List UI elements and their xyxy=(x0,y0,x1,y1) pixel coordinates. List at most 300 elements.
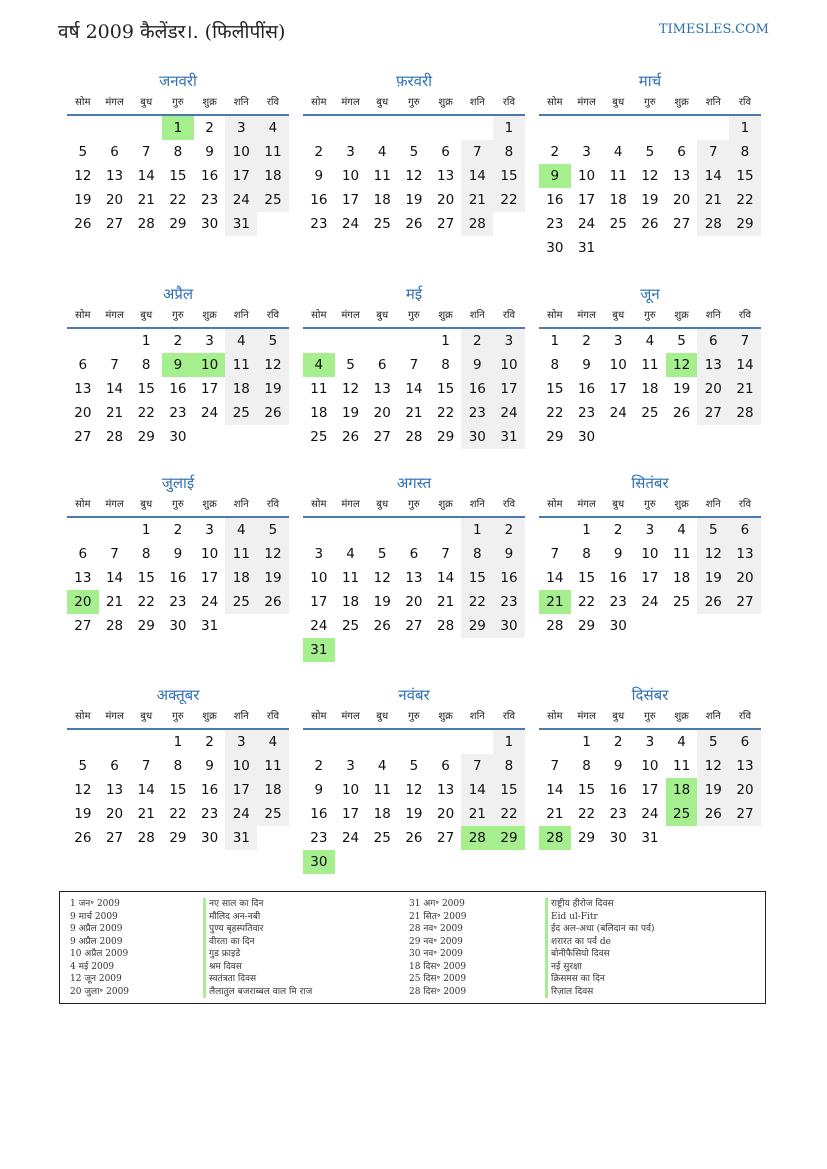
weekday-label: गुरु xyxy=(408,499,420,510)
day-cell: 1 xyxy=(173,734,183,750)
holiday-date: 9 मार्च 2009 xyxy=(70,911,118,922)
weekday-label: शुक्र xyxy=(202,310,217,321)
day-cell: 8 xyxy=(582,758,591,774)
empty-cell xyxy=(130,116,162,140)
day-grid xyxy=(539,329,761,449)
weekday-label: सोम xyxy=(75,499,91,510)
empty-cell xyxy=(430,518,462,542)
day-cell: 26 xyxy=(74,216,92,232)
holiday-date: 18 दिस॰ 2009 xyxy=(409,961,467,972)
holiday-date: 29 नव॰ 2009 xyxy=(409,936,463,947)
holiday-date: 21 सित॰ 2009 xyxy=(409,911,467,922)
day-cell: 25 xyxy=(310,429,328,445)
weekday-label: सोम xyxy=(547,711,563,722)
weekday-label: रवि xyxy=(266,711,280,722)
holiday-date: 1 जन॰ 2009 xyxy=(70,899,120,909)
weekday-label: मंगल xyxy=(105,711,124,722)
day-cell: 15 xyxy=(577,782,596,798)
day-cell: 16 xyxy=(169,381,187,397)
month-title: अक्तूबर xyxy=(156,686,200,704)
month-block xyxy=(67,472,289,638)
day-cell: 1 xyxy=(729,116,761,140)
day-cell: 10 xyxy=(577,168,596,184)
day-cell: 20 xyxy=(74,405,92,421)
day-cell: 11 xyxy=(673,546,691,562)
weekday-label: मंगल xyxy=(577,499,596,510)
weekday-label: शनि xyxy=(233,97,249,108)
day-cell: 24 xyxy=(577,216,596,232)
day-cell: 27 xyxy=(673,216,691,232)
day-cell: 5 xyxy=(697,730,729,754)
day-cell: 26 xyxy=(341,429,360,445)
day-cell: 20 xyxy=(373,405,391,421)
day-cell: 13 xyxy=(673,168,691,184)
day-cell: 29 xyxy=(137,429,155,445)
weekday-label: शनि xyxy=(469,499,485,510)
holiday-dates-col-2 xyxy=(409,898,466,998)
weekday-label: गुरु xyxy=(172,711,184,722)
day-cell: 16 xyxy=(546,192,564,208)
day-cell: 5 xyxy=(78,144,88,160)
day-cell: 5 xyxy=(78,758,88,774)
day-cell: 14 xyxy=(546,782,564,798)
day-cell: 28 xyxy=(105,618,124,634)
day-cell: 23 xyxy=(577,405,596,421)
day-cell: 23 xyxy=(461,401,493,425)
day-cell: 13 xyxy=(729,542,761,566)
day-grid xyxy=(67,116,289,236)
weekday-label: सोम xyxy=(311,310,327,321)
weekday-label: बुध xyxy=(376,310,389,321)
weekday-label: बुध xyxy=(376,97,389,108)
empty-cell xyxy=(539,730,571,754)
day-cell: 2 xyxy=(173,333,183,349)
holiday-day-cell: 4 xyxy=(303,353,335,377)
holiday-name: नए साल का दिन xyxy=(203,898,312,911)
day-cell: 2 xyxy=(613,734,623,750)
day-cell: 11 xyxy=(641,357,659,373)
day-cell: 15 xyxy=(437,381,455,397)
day-cell: 7 xyxy=(550,758,560,774)
weekday-label: शनि xyxy=(233,310,249,321)
day-cell: 17 xyxy=(225,164,257,188)
day-cell: 24 xyxy=(201,594,219,610)
day-cell: 4 xyxy=(346,546,355,562)
day-cell: 12 xyxy=(74,782,92,798)
day-grid xyxy=(303,518,525,662)
day-cell: 4 xyxy=(677,522,686,538)
day-cell: 31 xyxy=(493,425,525,449)
weekday-label: गुरु xyxy=(408,97,420,108)
day-cell: 23 xyxy=(169,594,187,610)
day-cell: 25 xyxy=(373,216,391,232)
day-cell: 6 xyxy=(409,546,419,562)
day-cell: 19 xyxy=(673,381,691,397)
day-cell: 18 xyxy=(225,566,257,590)
weekday-label: सोम xyxy=(311,711,327,722)
day-cell: 15 xyxy=(493,778,525,802)
day-cell: 7 xyxy=(697,140,729,164)
day-cell: 19 xyxy=(373,594,391,610)
day-cell: 22 xyxy=(137,594,155,610)
holiday-name: रिज़ाल दिवस xyxy=(545,986,654,999)
day-cell: 27 xyxy=(105,216,124,232)
month-title: मई xyxy=(405,285,423,303)
empty-cell xyxy=(99,730,131,754)
day-cell: 8 xyxy=(582,546,591,562)
day-cell: 29 xyxy=(546,429,564,445)
empty-cell xyxy=(366,116,398,140)
day-cell: 15 xyxy=(137,570,155,586)
day-cell: 30 xyxy=(201,216,219,232)
day-cell: 4 xyxy=(225,518,257,542)
empty-cell xyxy=(539,116,571,140)
day-cell: 30 xyxy=(493,614,525,638)
day-cell: 15 xyxy=(461,566,493,590)
day-cell: 6 xyxy=(110,758,119,774)
day-cell: 19 xyxy=(257,377,289,401)
day-cell: 3 xyxy=(346,144,355,160)
weekday-label: रवि xyxy=(738,310,752,321)
day-cell: 29 xyxy=(577,830,596,846)
day-cell: 9 xyxy=(205,144,214,160)
day-cell: 27 xyxy=(437,830,455,846)
day-cell: 30 xyxy=(461,425,493,449)
day-cell: 5 xyxy=(697,518,729,542)
day-cell: 26 xyxy=(74,830,92,846)
day-cell: 6 xyxy=(697,329,729,353)
day-cell: 2 xyxy=(314,144,324,160)
empty-cell xyxy=(398,730,430,754)
day-cell: 26 xyxy=(405,216,423,232)
month-block xyxy=(303,472,525,662)
weekday-label: गुरु xyxy=(172,310,184,321)
day-cell: 5 xyxy=(409,144,419,160)
day-cell: 25 xyxy=(609,216,627,232)
day-cell: 31 xyxy=(641,830,659,846)
day-cell: 31 xyxy=(225,212,257,236)
site-link[interactable]: TIMESLES.COM xyxy=(658,22,769,37)
day-cell: 16 xyxy=(461,377,493,401)
day-cell: 28 xyxy=(697,212,729,236)
day-cell: 29 xyxy=(169,830,187,846)
day-cell: 1 xyxy=(582,522,591,538)
day-cell: 10 xyxy=(201,546,219,562)
day-cell: 17 xyxy=(641,570,659,586)
day-cell: 4 xyxy=(377,144,387,160)
empty-cell xyxy=(130,730,162,754)
day-cell: 16 xyxy=(201,782,219,798)
day-grid xyxy=(539,730,761,850)
day-cell: 22 xyxy=(169,192,187,208)
weekday-label: शुक्र xyxy=(202,499,217,510)
weekday-header xyxy=(303,92,525,116)
day-cell: 22 xyxy=(577,806,596,822)
weekday-header xyxy=(539,494,761,518)
day-cell: 13 xyxy=(74,381,92,397)
empty-cell xyxy=(366,730,398,754)
day-cell: 31 xyxy=(577,240,596,256)
day-cell: 15 xyxy=(169,782,187,798)
holiday-name: गुड फ्राइडे xyxy=(203,948,312,961)
day-cell: 14 xyxy=(105,381,124,397)
empty-cell xyxy=(335,329,367,353)
day-cell: 30 xyxy=(169,429,187,445)
day-cell: 17 xyxy=(341,806,360,822)
holiday-day-cell: 21 xyxy=(539,590,571,614)
day-grid xyxy=(67,329,289,449)
day-cell: 7 xyxy=(729,329,761,353)
holiday-day-cell: 9 xyxy=(539,164,571,188)
day-cell: 22 xyxy=(729,188,761,212)
holiday-date: 20 जुला॰ 2009 xyxy=(70,986,130,997)
weekday-label: शुक्र xyxy=(438,499,453,510)
empty-cell xyxy=(303,329,335,353)
weekday-label: गुरु xyxy=(172,499,184,510)
day-cell: 19 xyxy=(74,806,92,822)
day-cell: 26 xyxy=(673,405,691,421)
weekday-label: रवि xyxy=(266,310,280,321)
holiday-dates-col-1 xyxy=(70,898,129,998)
weekday-label: शनि xyxy=(233,499,249,510)
weekday-label: गुरु xyxy=(644,97,656,108)
day-cell: 11 xyxy=(373,168,391,184)
day-cell: 14 xyxy=(461,164,493,188)
day-cell: 26 xyxy=(697,590,729,614)
day-cell: 14 xyxy=(461,778,493,802)
day-cell: 12 xyxy=(405,782,423,798)
day-cell: 8 xyxy=(729,140,761,164)
day-cell: 10 xyxy=(225,754,257,778)
day-cell: 29 xyxy=(437,429,455,445)
day-cell: 16 xyxy=(609,782,627,798)
day-grid xyxy=(539,518,761,638)
day-cell: 4 xyxy=(257,730,289,754)
month-block xyxy=(303,70,525,236)
day-cell: 18 xyxy=(341,594,360,610)
day-cell: 9 xyxy=(493,542,525,566)
weekday-label: शनि xyxy=(469,310,485,321)
day-grid xyxy=(303,730,525,874)
day-cell: 2 xyxy=(550,144,560,160)
day-cell: 5 xyxy=(257,518,289,542)
holiday-name: शरारत का पर्व de xyxy=(545,936,654,949)
month-block xyxy=(539,472,761,638)
day-cell: 21 xyxy=(546,806,564,822)
empty-cell xyxy=(430,116,462,140)
day-cell: 24 xyxy=(493,401,525,425)
day-cell: 26 xyxy=(697,802,729,826)
day-cell: 22 xyxy=(437,405,455,421)
day-cell: 7 xyxy=(110,357,119,373)
empty-cell xyxy=(99,518,131,542)
empty-cell xyxy=(398,518,430,542)
holiday-day-cell: 20 xyxy=(67,590,99,614)
weekday-label: गुरु xyxy=(644,499,656,510)
day-cell: 28 xyxy=(137,830,155,846)
day-cell: 15 xyxy=(493,164,525,188)
day-cell: 9 xyxy=(314,782,324,798)
day-cell: 4 xyxy=(257,116,289,140)
day-cell: 25 xyxy=(341,618,360,634)
day-cell: 13 xyxy=(437,782,455,798)
month-block xyxy=(67,70,289,236)
weekday-label: शुक्र xyxy=(202,711,217,722)
day-cell: 1 xyxy=(461,518,493,542)
day-cell: 20 xyxy=(729,566,761,590)
weekday-label: सोम xyxy=(311,97,327,108)
day-cell: 22 xyxy=(577,594,596,610)
day-cell: 15 xyxy=(169,168,187,184)
day-cell: 21 xyxy=(105,405,124,421)
weekday-label: बुध xyxy=(612,499,625,510)
month-block xyxy=(67,684,289,850)
weekday-label: बुध xyxy=(140,310,153,321)
day-cell: 12 xyxy=(257,353,289,377)
day-cell: 7 xyxy=(550,546,560,562)
holiday-name: नई सुरक्षा xyxy=(545,961,654,974)
weekday-label: गुरु xyxy=(408,711,420,722)
day-cell: 7 xyxy=(461,140,493,164)
month-block xyxy=(67,283,289,449)
weekday-label: गुरु xyxy=(172,97,184,108)
day-cell: 23 xyxy=(201,806,219,822)
month-block xyxy=(303,684,525,874)
day-cell: 7 xyxy=(141,144,151,160)
month-title: जून xyxy=(640,285,660,303)
day-cell: 14 xyxy=(546,570,564,586)
day-cell: 11 xyxy=(257,754,289,778)
day-cell: 8 xyxy=(141,546,151,562)
day-cell: 13 xyxy=(405,570,423,586)
day-cell: 14 xyxy=(137,782,155,798)
month-title: जुलाई xyxy=(161,474,195,492)
empty-cell xyxy=(99,116,131,140)
empty-cell xyxy=(571,116,603,140)
day-cell: 17 xyxy=(577,192,596,208)
empty-cell xyxy=(461,116,493,140)
day-cell: 20 xyxy=(697,377,729,401)
day-cell: 14 xyxy=(697,164,729,188)
day-cell: 23 xyxy=(201,192,219,208)
day-cell: 30 xyxy=(609,618,627,634)
day-cell: 13 xyxy=(74,570,92,586)
day-cell: 27 xyxy=(74,429,92,445)
holiday-date: 9 अप्रैल 2009 xyxy=(70,936,123,947)
day-cell: 30 xyxy=(546,240,564,256)
holiday-date: 25 दिस॰ 2009 xyxy=(409,974,467,984)
weekday-label: मंगल xyxy=(577,711,596,722)
day-cell: 16 xyxy=(493,566,525,590)
day-cell: 8 xyxy=(493,140,525,164)
day-cell: 27 xyxy=(697,401,729,425)
day-cell: 16 xyxy=(577,381,596,397)
day-cell: 22 xyxy=(546,405,564,421)
month-title: दिसंबर xyxy=(631,686,669,704)
day-cell: 16 xyxy=(310,192,328,208)
day-cell: 28 xyxy=(729,401,761,425)
day-cell: 27 xyxy=(74,618,92,634)
day-cell: 25 xyxy=(641,405,659,421)
empty-cell xyxy=(666,116,698,140)
day-cell: 30 xyxy=(609,830,627,846)
day-cell: 22 xyxy=(461,590,493,614)
day-cell: 11 xyxy=(609,168,627,184)
day-grid xyxy=(303,329,525,449)
day-cell: 26 xyxy=(405,830,423,846)
day-cell: 10 xyxy=(310,570,328,586)
day-cell: 29 xyxy=(729,212,761,236)
day-cell: 10 xyxy=(641,758,659,774)
day-cell: 26 xyxy=(257,590,289,614)
day-cell: 2 xyxy=(493,518,525,542)
holiday-name: लैलातुल बजराब्बल वाल मि राज xyxy=(203,986,312,999)
day-cell: 7 xyxy=(441,546,450,562)
day-cell: 10 xyxy=(225,140,257,164)
day-cell: 21 xyxy=(697,188,729,212)
holiday-date: 28 नव॰ 2009 xyxy=(409,924,463,934)
day-cell: 11 xyxy=(341,570,360,586)
empty-cell xyxy=(398,116,430,140)
day-cell: 3 xyxy=(314,546,324,562)
weekday-label: मंगल xyxy=(577,97,596,108)
day-cell: 19 xyxy=(257,566,289,590)
day-cell: 23 xyxy=(546,216,564,232)
day-cell: 27 xyxy=(437,216,455,232)
day-cell: 19 xyxy=(405,806,423,822)
day-cell: 9 xyxy=(461,353,493,377)
day-cell: 16 xyxy=(201,168,219,184)
weekday-label: बुध xyxy=(140,499,153,510)
month-title: सितंबर xyxy=(631,474,669,492)
day-cell: 28 xyxy=(405,429,423,445)
day-cell: 27 xyxy=(729,802,761,826)
weekday-header xyxy=(67,494,289,518)
day-cell: 17 xyxy=(201,381,219,397)
weekday-label: शुक्र xyxy=(674,711,689,722)
day-cell: 14 xyxy=(405,381,423,397)
weekday-label: रवि xyxy=(738,499,752,510)
day-cell: 8 xyxy=(173,144,183,160)
weekday-label: सोम xyxy=(75,310,91,321)
holiday-day-cell: 25 xyxy=(666,802,698,826)
empty-cell xyxy=(335,730,367,754)
day-cell: 4 xyxy=(613,144,623,160)
day-cell: 20 xyxy=(105,806,124,822)
weekday-label: बुध xyxy=(376,499,389,510)
day-cell: 3 xyxy=(205,522,214,538)
day-cell: 1 xyxy=(550,333,560,349)
day-cell: 24 xyxy=(341,216,360,232)
day-cell: 18 xyxy=(225,377,257,401)
day-cell: 10 xyxy=(341,782,360,798)
day-cell: 8 xyxy=(141,357,151,373)
weekday-label: सोम xyxy=(547,97,563,108)
day-cell: 23 xyxy=(169,405,187,421)
day-cell: 20 xyxy=(105,192,124,208)
holiday-name: क्रिसमस का दिन xyxy=(545,973,654,986)
day-cell: 29 xyxy=(169,216,187,232)
weekday-label: शनि xyxy=(705,499,721,510)
day-cell: 1 xyxy=(493,730,525,754)
day-cell: 11 xyxy=(310,381,328,397)
day-cell: 29 xyxy=(137,618,155,634)
day-cell: 18 xyxy=(257,778,289,802)
empty-cell xyxy=(335,518,367,542)
day-cell: 10 xyxy=(341,168,360,184)
day-cell: 3 xyxy=(205,333,214,349)
holiday-names-col-1 xyxy=(203,898,312,998)
